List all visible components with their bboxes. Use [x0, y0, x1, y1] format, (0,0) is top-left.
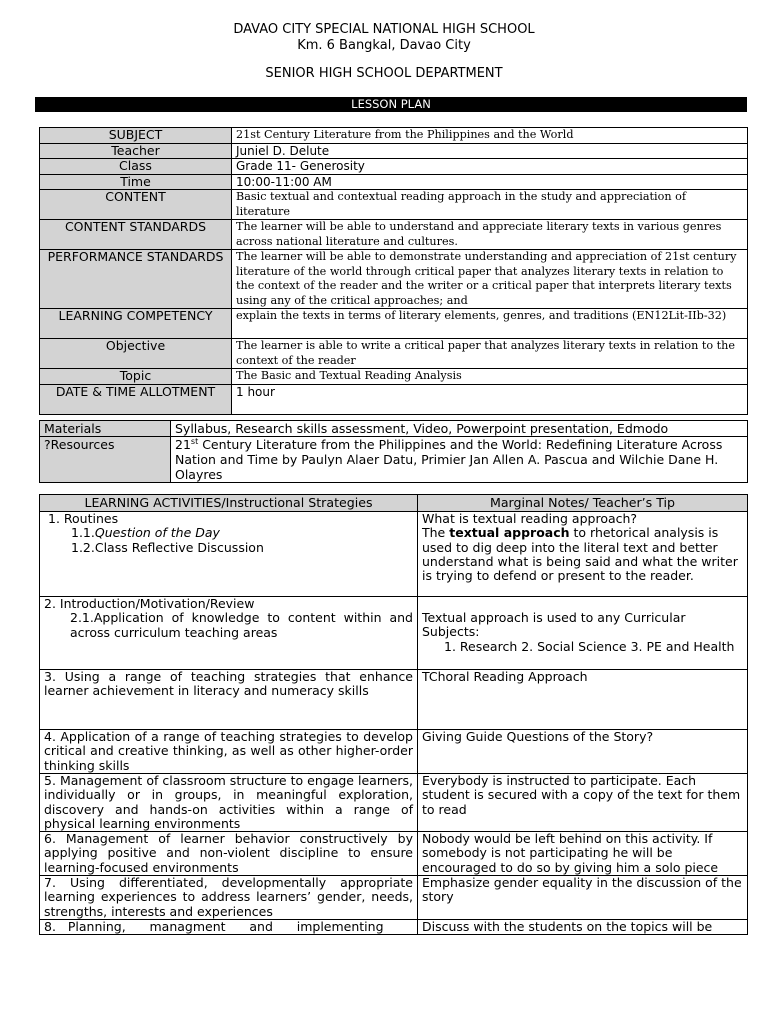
topic-label: Topic [40, 369, 232, 385]
activity-critical-thinking: 4. Application of a range of teaching strategies to develop critical and creative thinking, as well as other higher-order thinking skills [40, 730, 418, 774]
performance-standards-value: The learner will be able to demonstrate understanding and appreciation of 21st century literature of the world through critical paper that analyzes literary texts in relation to the context of the reader and the writer or a critical paper that interprets literary texts using any of the critical approaches; and [232, 250, 748, 309]
topic-value: The Basic and Textual Reading Analysis [232, 369, 748, 385]
note-critical-thinking: Giving Guide Questions of the Story? [418, 730, 748, 774]
content-standards-label: CONTENT STANDARDS [40, 220, 232, 250]
activity-literacy-numeracy: 3. Using a range of teaching strategies that enhance learner achievement in literacy and numeracy skills [40, 670, 418, 730]
activity-routines: 1. Routines 1.1.Question of the Day 1.2.Class Reflective Discussion [40, 512, 418, 597]
content-value: Basic textual and contextual reading approach in the study and appreciation of literature [232, 190, 748, 220]
learning-activities-table [39, 494, 748, 935]
note-classroom-structure: Everybody is instructed to participate. Each student is secured with a copy of the text for them to read [418, 774, 748, 832]
performance-standards-label: PERFORMANCE STANDARDS [40, 250, 232, 309]
class-value: Grade 11- Generosity [232, 159, 748, 175]
materials-value: Syllabus, Research skills assessment, Video, Powerpoint presentation, Edmodo [171, 421, 748, 437]
notes-header: Marginal Notes/ Teacher’s Tip [418, 495, 748, 512]
note-introduction: Textual approach is used to any Curricular Subjects: 1. Research 2. Social Science 3. PE and Health [418, 597, 748, 670]
activity-introduction: 2. Introduction/Motivation/Review 2.1.Application of knowledge to content within and across curriculum teaching areas [40, 597, 418, 670]
content-standards-value: The learner will be able to understand and appreciate literary texts in various genres across national literature and cultures. [232, 220, 748, 250]
class-label: Class [40, 159, 232, 175]
time-value: 10:00-11:00 AM [232, 174, 748, 190]
activities-header: LEARNING ACTIVITIES/Instructional Strategies [40, 495, 418, 512]
subject-value: 21st Century Literature from the Philippines and the World [232, 128, 748, 144]
note-planning: Discuss with the students on the topics will be [418, 920, 748, 935]
teacher-label: Teacher [40, 143, 232, 159]
lesson-plan-title-bar: LESSON PLAN [35, 97, 747, 112]
teacher-value: Juniel D. Delute [232, 143, 748, 159]
date-time-value: 1 hour [232, 384, 748, 414]
learning-competency-label: LEARNING COMPETENCY [40, 309, 232, 339]
activity-planning: 8. Planning, managment and implementing [40, 920, 418, 935]
note-differentiated-learning: Emphasize gender equality in the discussion of the story [418, 876, 748, 920]
activity-learner-behavior: 6. Management of learner behavior constructively by applying positive and non-violent discipline to ensure learning-focused environments [40, 832, 418, 876]
objective-label: Objective [40, 339, 232, 369]
materials-table [39, 420, 748, 483]
activity-classroom-structure: 5. Management of classroom structure to engage learners, individually or in groups, in meaningful exploration, discovery and hands-on activities within a range of physical learning environments [40, 774, 418, 832]
lesson-info-table [39, 127, 748, 415]
time-label: Time [40, 174, 232, 190]
school-address: Km. 6 Bangkal, Davao City [297, 38, 471, 53]
learning-competency-value: explain the texts in terms of literary elements, genres, and traditions (EN12Lit-IIb-32) [232, 309, 748, 339]
department-name: SENIOR HIGH SCHOOL DEPARTMENT [265, 66, 503, 81]
resources-label: ?Resources [40, 437, 171, 483]
materials-label: Materials [40, 421, 171, 437]
school-name: DAVAO CITY SPECIAL NATIONAL HIGH SCHOOL [233, 22, 535, 37]
note-literacy-numeracy: TChoral Reading Approach [418, 670, 748, 730]
activity-differentiated-learning: 7. Using differentiated, developmentally appropriate learning experiences to address learners’ gender, needs, strengths, interests and experiences [40, 876, 418, 920]
subject-label: SUBJECT [40, 128, 232, 144]
resources-value: 21st Century Literature from the Philippines and the World: Redefining Literature Across Nation and Time by Paulyn Alaer Datu, Primier Jan Allen A. Pascua and Wilchie Dane H. Olayres [171, 437, 748, 483]
document-header [0, 22, 768, 82]
objective-value: The learner is able to write a critical paper that analyzes literary texts in relation to the context of the reader [232, 339, 748, 369]
date-time-label: DATE & TIME ALLOTMENT [40, 384, 232, 414]
content-label: CONTENT [40, 190, 232, 220]
note-learner-behavior: Nobody would be left behind on this activity. If somebody is not participating he will be encouraged to do so by giving him a solo piece [418, 832, 748, 876]
note-routines: What is textual reading approach? The textual approach to rhetorical analysis is used to dig deep into the literal text and better understand what is being said and what the writer is trying to defend or present to the reader. [418, 512, 748, 597]
